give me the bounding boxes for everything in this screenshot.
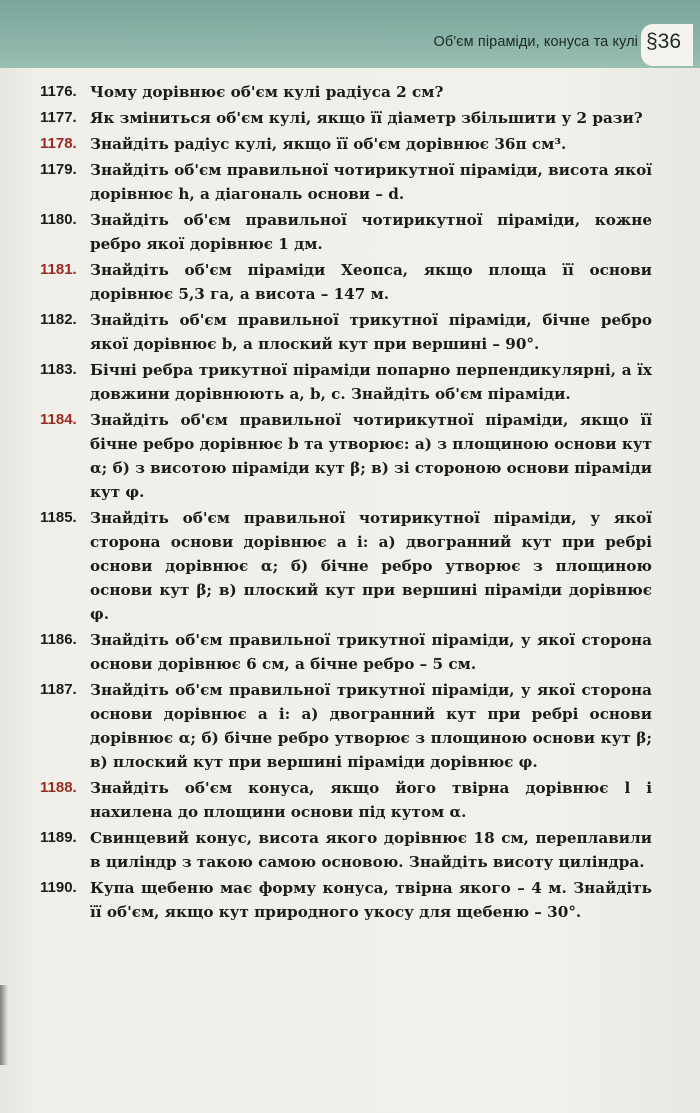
problem-number: 1187. (40, 681, 77, 698)
problem-text: Як зміниться об'єм кулі, якщо її діаметр збільшити у 2 рази? (90, 109, 643, 127)
problem-text: Бічні ребра трикутної піраміди попарно перпендикулярні, а їх довжини дорівнюють a, b, c. Знайдіть об'єм піраміди. (90, 361, 652, 403)
problem-number: 1179. (40, 161, 77, 178)
problem-item (40, 826, 652, 874)
problem-item (40, 776, 652, 824)
problem-number: 1176. (40, 83, 77, 100)
problem-number: 1190. (40, 879, 77, 896)
problem-item (40, 628, 652, 676)
problem-text: Знайдіть об'єм правильної чотирикутної піраміди, кожне ребро якої дорівнює 1 дм. (90, 211, 652, 253)
problem-number: 1185. (40, 509, 77, 526)
problem-number: 1186. (40, 631, 77, 648)
header-title: Об'єм піраміди, конуса та кулі (433, 34, 638, 50)
problem-number: 1178. (40, 135, 77, 152)
problem-number: 1182. (40, 311, 77, 328)
problem-number: 1183. (40, 361, 77, 378)
problem-text: Знайдіть радіус кулі, якщо її об'єм дорівнює 36π см³. (90, 135, 567, 153)
problem-item (40, 876, 652, 924)
problem-number: 1184. (40, 411, 77, 428)
problem-text: Знайдіть об'єм піраміди Хеопса, якщо площа її основи дорівнює 5,3 га, а висота – 147 м. (90, 261, 652, 303)
problem-text: Знайдіть об'єм правильної чотирикутної піраміди, висота якої дорівнює h, а діагональ основи – d. (90, 161, 652, 203)
problem-text: Знайдіть об'єм правильної трикутної піраміди, у якої сторона основи дорівнює a і: а) двогранний кут при ребрі основи дорівнює α; б) бічне ребро утворює з площиною основи кут β; в) плоский кут при вершині піраміди дорівнює φ. (90, 681, 652, 771)
problem-text: Знайдіть об'єм правильної трикутної піраміди, бічне ребро якої дорівнює b, а плоский кут при вершині – 90°. (90, 311, 652, 353)
problem-item (40, 208, 652, 256)
problem-item (40, 158, 652, 206)
problem-item (40, 408, 652, 504)
problem-text: Купа щебеню має форму конуса, твірна якого – 4 м. Знайдіть її об'єм, якщо кут природного укосу для щебеню – 30°. (90, 879, 652, 921)
problem-item (40, 80, 652, 104)
problem-text: Знайдіть об'єм правильної трикутної піраміди, у якої сторона основи дорівнює 6 см, а бічне ребро – 5 см. (90, 631, 652, 673)
problem-text: Знайдіть об'єм правильної чотирикутної піраміди, якщо її бічне ребро дорівнює b та утворює: а) з площиною основи кут α; б) з висотою піраміди кут β; в) зі стороною основи піраміди кут φ. (90, 411, 652, 501)
problem-number: 1181. (40, 261, 77, 278)
problem-item (40, 132, 652, 156)
problem-number: 1177. (40, 109, 77, 126)
problem-item (40, 308, 652, 356)
problem-item (40, 506, 652, 626)
problem-number: 1188. (40, 779, 77, 796)
problem-number: 1180. (40, 211, 77, 228)
problem-text: Чому дорівнює об'єм кулі радіуса 2 см? (90, 83, 444, 101)
problem-number: 1189. (40, 829, 77, 846)
problem-text: Знайдіть об'єм конуса, якщо його твірна дорівнює l і нахилена до площини основи під кутом α. (90, 779, 652, 821)
problem-text: Знайдіть об'єм правильної чотирикутної піраміди, у якої сторона основи дорівнює a і: а) двогранний кут при ребрі основи дорівнює α; б) бічне ребро утворює з площиною основи кут β; в) плоский кут при вершині піраміди дорівнює φ. (90, 509, 652, 623)
problem-text: Свинцевий конус, висота якого дорівнює 18 см, переплавили в циліндр з такою самою основою. Знайдіть висоту циліндра. (90, 829, 652, 871)
section-number: §36 (646, 30, 682, 53)
problem-list (40, 80, 652, 926)
problem-item (40, 358, 652, 406)
problem-item (40, 258, 652, 306)
header-band (0, 0, 700, 68)
binding-shadow (0, 985, 8, 1065)
problem-item (40, 106, 652, 130)
problem-item (40, 678, 652, 774)
